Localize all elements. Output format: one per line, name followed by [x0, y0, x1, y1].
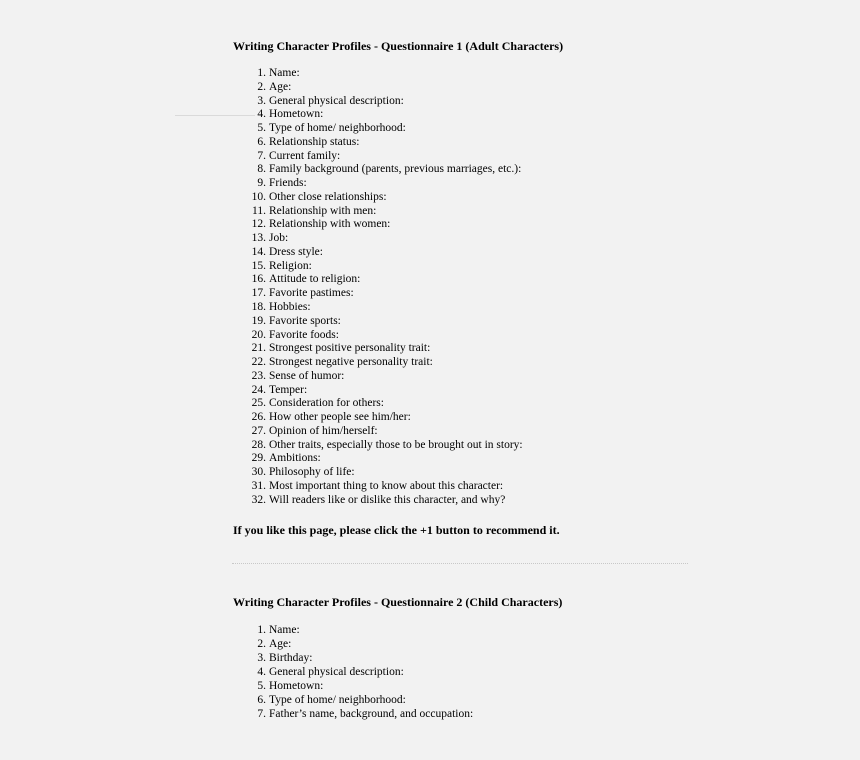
question-text: Attitude to religion: — [269, 273, 361, 286]
question-text: Hobbies: — [269, 301, 311, 314]
questionnaire-1-list — [240, 67, 523, 508]
question-number: 7. — [257, 708, 266, 720]
question-text: Ambitions: — [269, 452, 321, 465]
question-number: 30. — [251, 466, 266, 479]
question-number: 21. — [251, 342, 266, 355]
question-number: 11. — [252, 204, 266, 217]
question-number: 2. — [257, 80, 266, 93]
question-text: Relationship with women: — [269, 218, 391, 231]
question-text: General physical description: — [269, 666, 404, 678]
question-number: 5. — [257, 680, 266, 692]
question-text: Current family: — [269, 149, 341, 162]
question-number: 27. — [251, 424, 266, 437]
question-number: 26. — [251, 411, 266, 424]
question-number: 28. — [251, 438, 266, 451]
question-item — [240, 163, 523, 177]
question-item — [240, 411, 523, 425]
question-item — [240, 136, 523, 150]
question-number: 6. — [257, 694, 266, 706]
question-text: Will readers like or dislike this character, and why? — [269, 493, 506, 506]
question-number: 15. — [251, 259, 266, 272]
question-number: 16. — [251, 273, 266, 286]
question-text: Father’s name, background, and occupation: — [269, 708, 474, 720]
question-number: 6. — [257, 135, 266, 148]
question-item — [240, 439, 523, 453]
question-text: Birthday: — [269, 652, 313, 664]
question-text: Philosophy of life: — [269, 466, 355, 479]
section-divider — [232, 563, 688, 564]
question-number: 31. — [251, 479, 266, 492]
question-item — [240, 384, 523, 398]
question-text: Favorite sports: — [269, 314, 341, 327]
question-number: 13. — [251, 232, 266, 245]
questionnaire-2-title: Writing Character Profiles - Questionnaire 2 (Child Characters) — [233, 595, 563, 609]
questionnaire-2-list — [240, 623, 473, 721]
question-number: 8. — [257, 163, 266, 176]
question-item — [240, 150, 523, 164]
question-number: 32. — [251, 493, 266, 506]
question-item — [240, 218, 523, 232]
recommend-note: If you like this page, please click the +1 button to recommend it. — [233, 523, 560, 537]
question-item — [240, 329, 523, 343]
question-item — [240, 480, 523, 494]
questionnaire-1-title: Writing Character Profiles - Questionnaire 1 (Adult Characters) — [233, 39, 564, 53]
question-item — [240, 370, 523, 384]
question-number: 24. — [251, 383, 266, 396]
question-text: Type of home/ neighborhood: — [269, 694, 406, 706]
question-number: 29. — [251, 452, 266, 465]
question-item — [240, 287, 523, 301]
question-item — [240, 191, 523, 205]
question-number: 3. — [257, 652, 266, 664]
question-item — [240, 397, 523, 411]
question-number: 7. — [257, 149, 266, 162]
question-number: 3. — [257, 94, 266, 107]
question-item — [240, 665, 473, 679]
question-text: Hometown: — [269, 680, 324, 692]
question-text: How other people see him/her: — [269, 411, 411, 424]
question-text: Most important thing to know about this character: — [269, 479, 504, 492]
question-number: 22. — [251, 356, 266, 369]
question-item — [240, 81, 523, 95]
question-text: Family background (parents, previous marriages, etc.): — [269, 163, 522, 176]
question-text: Consideration for others: — [269, 397, 384, 410]
question-text: Hometown: — [269, 108, 324, 121]
question-text: Sense of humor: — [269, 369, 345, 382]
question-item — [240, 260, 523, 274]
question-text: Name: — [269, 624, 300, 636]
question-item — [240, 494, 523, 508]
question-text: Job: — [269, 232, 289, 245]
question-text: Other traits, especially those to be brought out in story: — [269, 438, 523, 451]
question-number: 5. — [257, 122, 266, 135]
question-item — [240, 707, 473, 721]
question-item — [240, 67, 523, 81]
question-item — [240, 425, 523, 439]
question-text: Other close relationships: — [269, 190, 387, 203]
question-item — [240, 679, 473, 693]
question-item — [240, 205, 523, 219]
question-text: Religion: — [269, 259, 312, 272]
question-item — [240, 452, 523, 466]
question-item — [240, 108, 523, 122]
question-number: 1. — [257, 67, 266, 79]
question-number: 18. — [251, 301, 266, 314]
question-item — [240, 466, 523, 480]
question-item — [240, 273, 523, 287]
question-text: Temper: — [269, 383, 308, 396]
question-number: 1. — [257, 624, 266, 636]
question-text: Relationship with men: — [269, 204, 377, 217]
question-number: 20. — [251, 328, 266, 341]
question-text: Age: — [269, 638, 292, 650]
question-text: Strongest negative personality trait: — [269, 356, 433, 369]
question-item — [240, 301, 523, 315]
question-text: Name: — [269, 67, 300, 79]
question-item — [240, 637, 473, 651]
question-number: 4. — [257, 666, 266, 678]
question-item — [240, 177, 523, 191]
question-item — [240, 95, 523, 109]
question-number: 9. — [257, 177, 266, 190]
question-item — [240, 315, 523, 329]
question-number: 12. — [251, 218, 266, 231]
question-text: Type of home/ neighborhood: — [269, 122, 406, 135]
question-item — [240, 232, 523, 246]
question-text: Favorite pastimes: — [269, 287, 354, 300]
question-text: General physical description: — [269, 94, 404, 107]
question-text: Opinion of him/herself: — [269, 424, 378, 437]
question-item — [240, 651, 473, 665]
question-item — [240, 356, 523, 370]
question-text: Relationship status: — [269, 135, 360, 148]
question-item — [240, 693, 473, 707]
question-text: Dress style: — [269, 245, 323, 258]
question-text: Friends: — [269, 177, 307, 190]
question-number: 19. — [251, 314, 266, 327]
question-number: 14. — [251, 245, 266, 258]
question-number: 2. — [257, 638, 266, 650]
question-item — [240, 246, 523, 260]
question-number: 4. — [257, 108, 266, 121]
question-item — [240, 342, 523, 356]
question-text: Strongest positive personality trait: — [269, 342, 431, 355]
question-number: 23. — [251, 369, 266, 382]
question-item — [240, 122, 523, 136]
question-number: 25. — [251, 397, 266, 410]
question-text: Age: — [269, 80, 292, 93]
question-number: 10. — [251, 190, 266, 203]
question-text: Favorite foods: — [269, 328, 339, 341]
question-number: 17. — [251, 287, 266, 300]
question-item — [240, 623, 473, 637]
